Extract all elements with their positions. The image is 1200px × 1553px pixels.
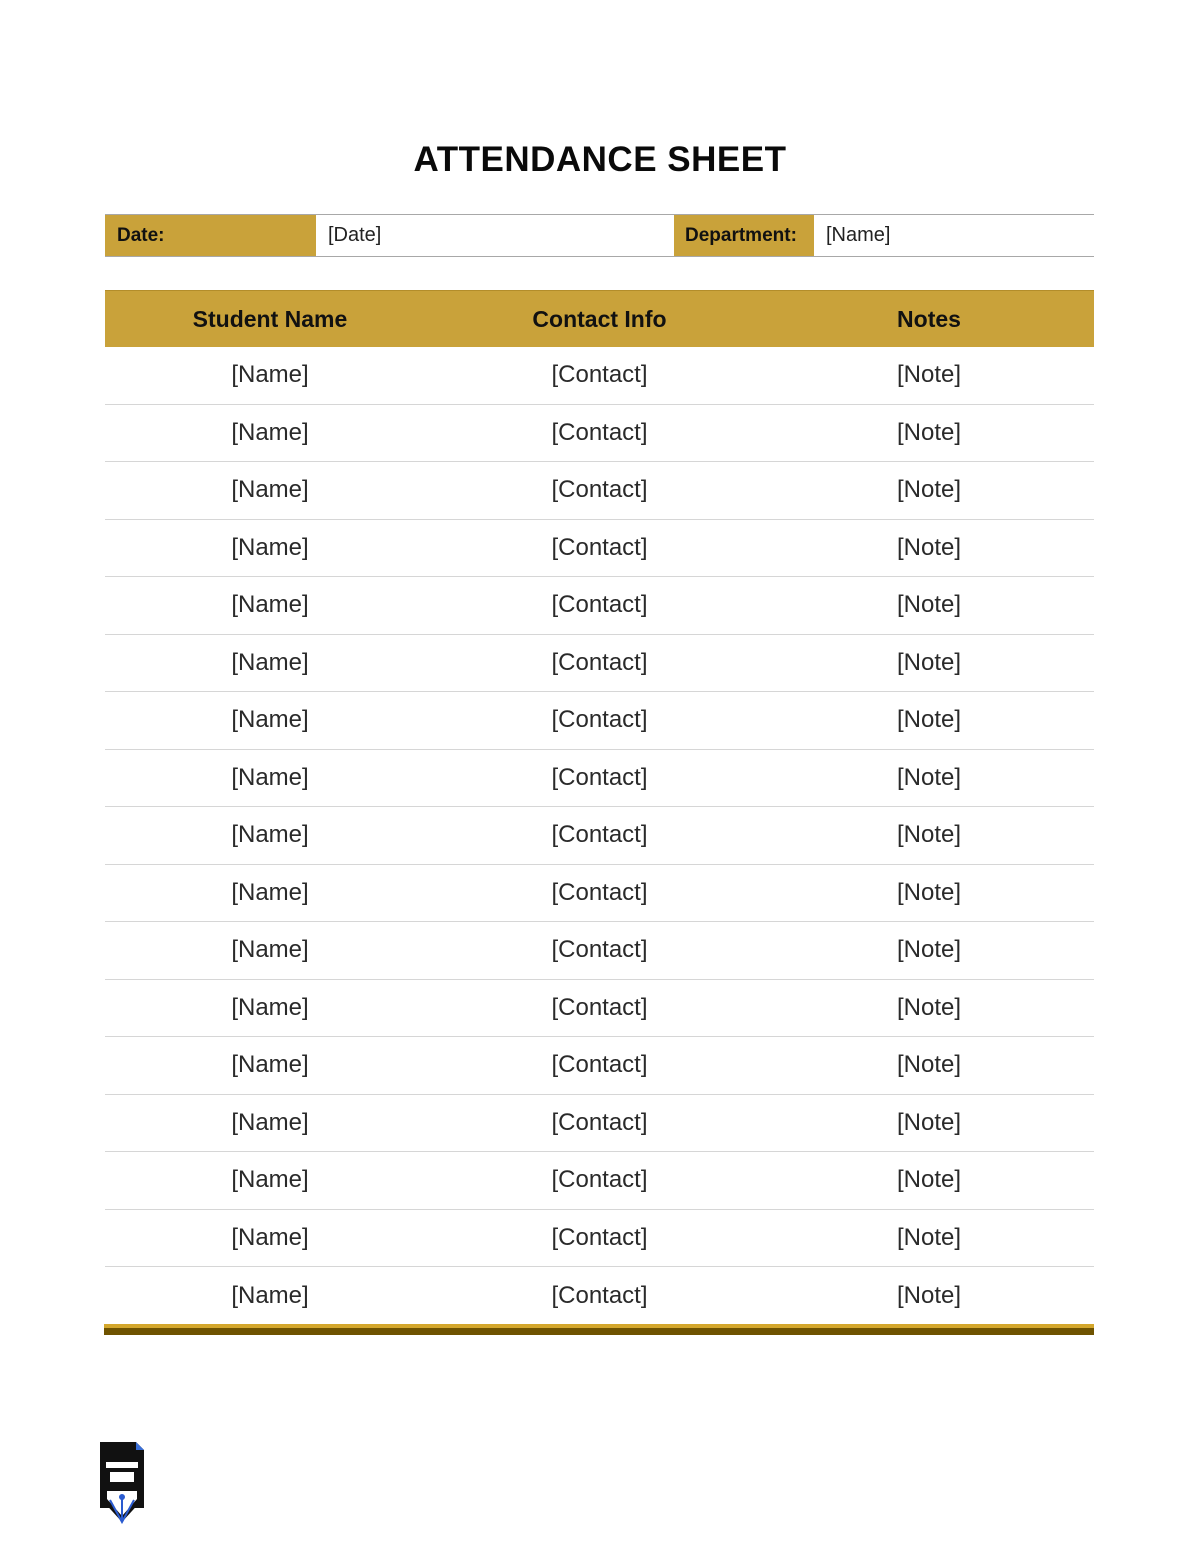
- table-row: [105, 462, 1094, 520]
- student-name-cell[interactable]: [Name]: [231, 763, 309, 791]
- note-cell[interactable]: [Note]: [896, 821, 962, 849]
- student-name-cell[interactable]: [Name]: [231, 1108, 309, 1136]
- table-row: [105, 692, 1094, 750]
- table-row: [105, 347, 1094, 405]
- table-row: [105, 980, 1094, 1038]
- date-field[interactable]: [Date]: [328, 224, 382, 246]
- student-name-cell[interactable]: [Name]: [231, 1281, 309, 1309]
- note-cell[interactable]: [Note]: [896, 648, 962, 676]
- note-cell[interactable]: [Note]: [896, 878, 962, 906]
- contact-cell[interactable]: [Contact]: [551, 361, 648, 389]
- attendance-table: [105, 290, 1094, 1325]
- table-row: [105, 750, 1094, 808]
- contact-cell[interactable]: [Contact]: [551, 533, 648, 561]
- student-name-cell[interactable]: [Name]: [231, 533, 309, 561]
- header-contact-info: Contact Info: [532, 305, 667, 332]
- student-name-cell[interactable]: [Name]: [231, 878, 309, 906]
- student-name-cell[interactable]: [Name]: [231, 706, 309, 734]
- contact-cell[interactable]: [Contact]: [551, 993, 648, 1021]
- table-header: [105, 290, 1094, 347]
- contact-cell[interactable]: [Contact]: [551, 1108, 648, 1136]
- student-name-cell[interactable]: [Name]: [231, 821, 309, 849]
- contact-cell[interactable]: [Contact]: [551, 1223, 648, 1251]
- header-student-name: Student Name: [192, 305, 348, 332]
- contact-cell[interactable]: [Contact]: [551, 821, 648, 849]
- contact-cell[interactable]: [Contact]: [551, 878, 648, 906]
- contact-cell[interactable]: [Contact]: [551, 706, 648, 734]
- student-name-cell[interactable]: [Name]: [231, 648, 309, 676]
- contact-cell[interactable]: [Contact]: [551, 1051, 648, 1079]
- header-notes: Notes: [897, 305, 961, 332]
- note-cell[interactable]: [Note]: [896, 1281, 962, 1309]
- note-cell[interactable]: [Note]: [896, 936, 962, 964]
- department-field[interactable]: [Name]: [826, 224, 891, 246]
- contact-cell[interactable]: [Contact]: [551, 476, 648, 504]
- table-row: [105, 1152, 1094, 1210]
- note-cell[interactable]: [Note]: [896, 1166, 962, 1194]
- student-name-cell[interactable]: [Name]: [231, 993, 309, 1021]
- note-cell[interactable]: [Note]: [896, 1108, 962, 1136]
- table-row: [105, 1210, 1094, 1268]
- table-row: [105, 1267, 1094, 1325]
- note-cell[interactable]: [Note]: [896, 361, 962, 389]
- note-cell[interactable]: [Note]: [896, 533, 962, 561]
- note-cell[interactable]: [Note]: [896, 591, 962, 619]
- student-name-cell[interactable]: [Name]: [231, 1223, 309, 1251]
- table-row: [105, 865, 1094, 923]
- table-row: [105, 635, 1094, 693]
- table-row: [105, 405, 1094, 463]
- table-row: [105, 520, 1094, 578]
- contact-cell[interactable]: [Contact]: [551, 591, 648, 619]
- note-cell[interactable]: [Note]: [896, 1223, 962, 1251]
- contact-cell[interactable]: [Contact]: [551, 1166, 648, 1194]
- student-name-cell[interactable]: [Name]: [231, 591, 309, 619]
- page-title: ATTENDANCE SHEET: [413, 140, 787, 179]
- contact-cell[interactable]: [Contact]: [551, 648, 648, 676]
- contact-cell[interactable]: [Contact]: [551, 763, 648, 791]
- student-name-cell[interactable]: [Name]: [231, 476, 309, 504]
- contact-cell[interactable]: [Contact]: [551, 1281, 648, 1309]
- pen-nib-document-logo-icon: [98, 1442, 148, 1524]
- student-name-cell[interactable]: [Name]: [231, 1051, 309, 1079]
- note-cell[interactable]: [Note]: [896, 476, 962, 504]
- student-name-cell[interactable]: [Name]: [231, 936, 309, 964]
- info-bar: [105, 214, 1094, 257]
- table-row: [105, 807, 1094, 865]
- table-row: [105, 1095, 1094, 1153]
- bottom-rule: [104, 1324, 1094, 1335]
- note-cell[interactable]: [Note]: [896, 993, 962, 1021]
- note-cell[interactable]: [Note]: [896, 1051, 962, 1079]
- table-row: [105, 922, 1094, 980]
- contact-cell[interactable]: [Contact]: [551, 418, 648, 446]
- date-label: Date:: [105, 215, 316, 256]
- student-name-cell[interactable]: [Name]: [231, 418, 309, 446]
- table-row: [105, 577, 1094, 635]
- table-body: [105, 347, 1094, 1325]
- department-label: Department:: [674, 215, 814, 256]
- note-cell[interactable]: [Note]: [896, 418, 962, 446]
- student-name-cell[interactable]: [Name]: [231, 1166, 309, 1194]
- note-cell[interactable]: [Note]: [896, 706, 962, 734]
- contact-cell[interactable]: [Contact]: [551, 936, 648, 964]
- student-name-cell[interactable]: [Name]: [231, 361, 309, 389]
- table-row: [105, 1037, 1094, 1095]
- note-cell[interactable]: [Note]: [896, 763, 962, 791]
